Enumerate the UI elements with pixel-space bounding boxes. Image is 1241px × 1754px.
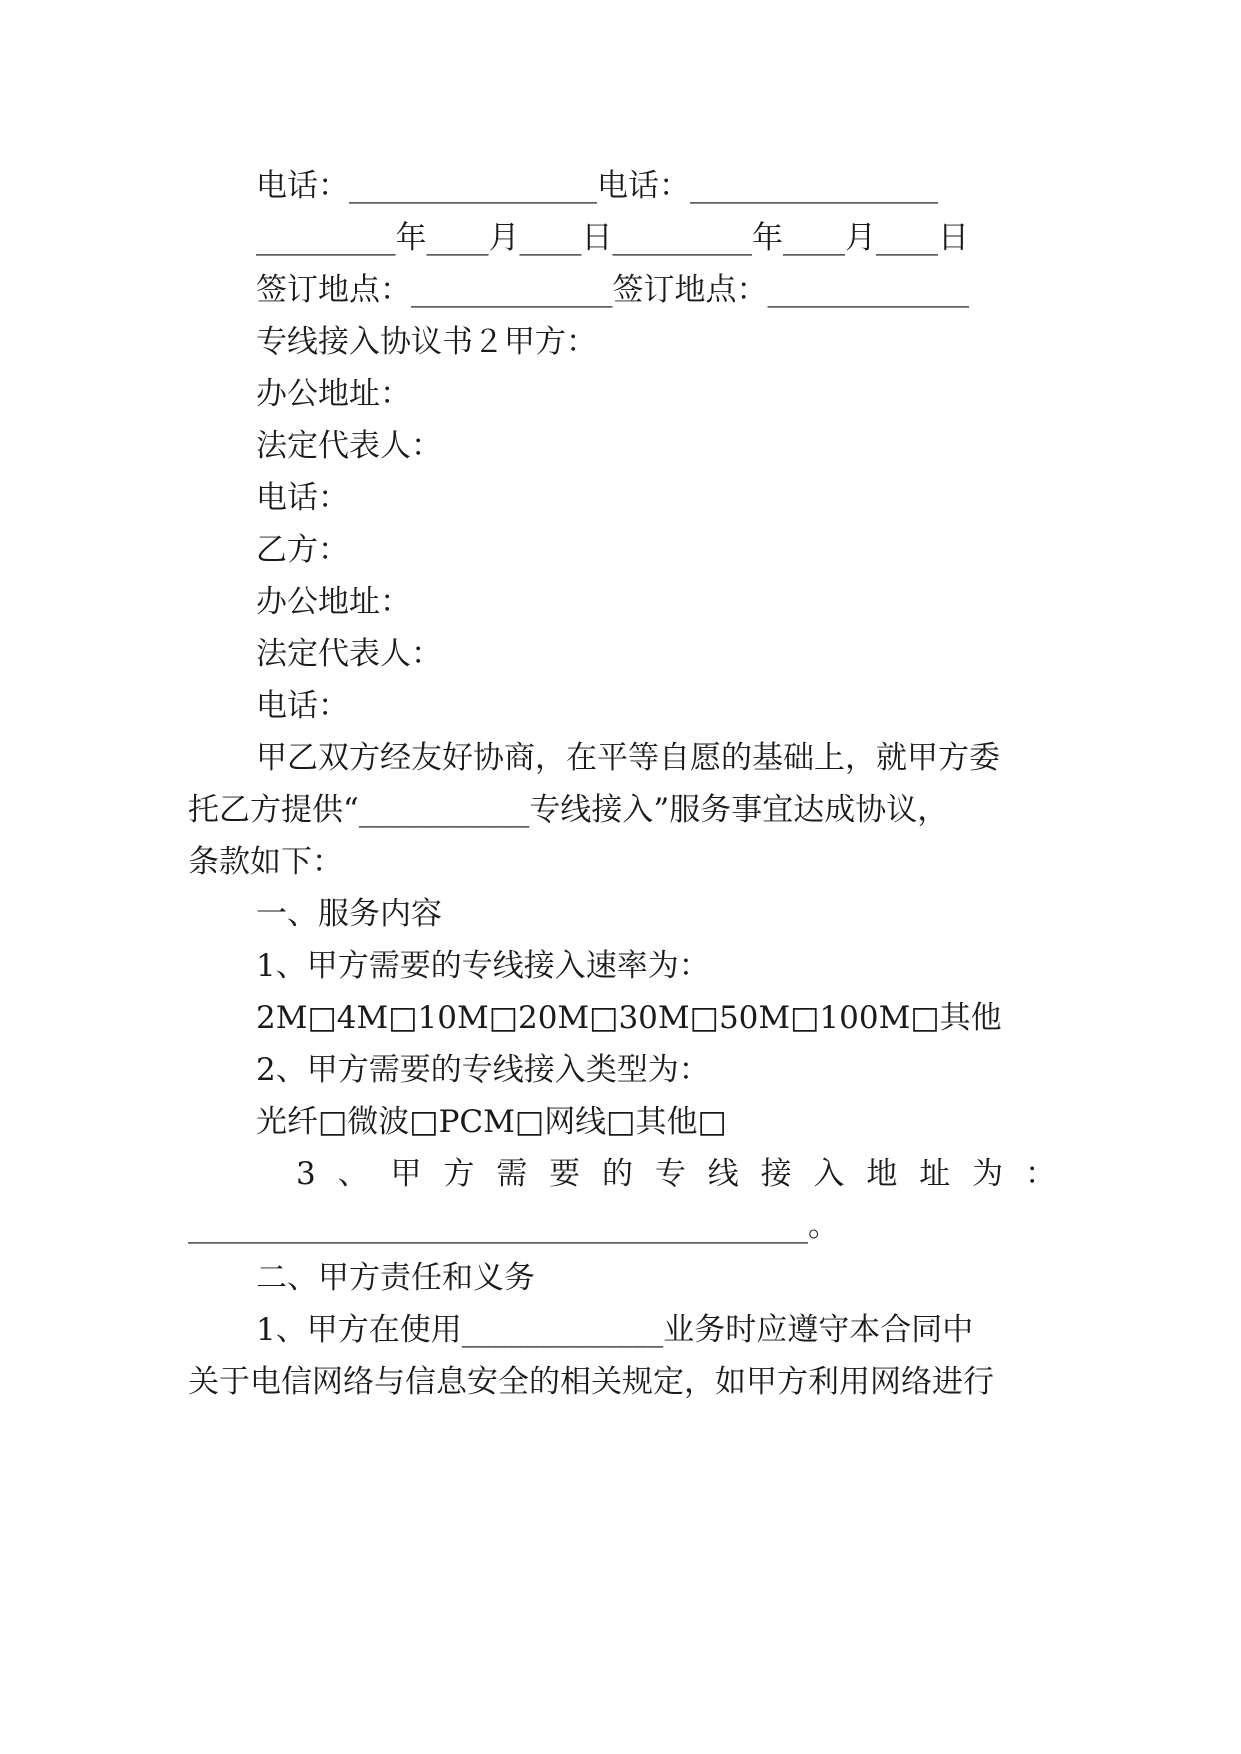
signing-date-line: _________年____月____日_________年____月____日 <box>256 220 969 256</box>
signing-place-line: 签订地点：_____________签订地点：_____________ <box>256 272 969 308</box>
access-type-options: 光纤□微波□PCM□网线□其他□ <box>256 1104 727 1140</box>
agreement-title-party-a: 专线接入协议书２甲方： <box>256 324 597 360</box>
party-a-legal-representative: 法定代表人： <box>256 428 442 464</box>
party-b-heading: 乙方： <box>256 532 349 568</box>
access-address-blank: ________________________________________。 <box>188 1208 839 1244</box>
item-3-char: 为 <box>972 1156 1004 1192</box>
item-1-access-rate: 1、甲方需要的专线接入速率为： <box>256 948 710 984</box>
section-1-heading: 一、服务内容 <box>256 896 442 932</box>
party-a-office-address: 办公地址： <box>256 376 411 412</box>
item-3-char: 入 <box>813 1156 845 1192</box>
preamble-line-3: 条款如下： <box>188 844 343 880</box>
preamble-line-1: 甲乙双方经友好协商，在平等自愿的基础上，就甲方委 <box>256 740 1000 776</box>
party-a-phone-line: 电话：________________电话：________________ <box>256 168 938 204</box>
item-3-char: 接 <box>760 1156 792 1192</box>
obligation-1-line-1: 1、甲方在使用_____________业务时应遵守本合同中 <box>256 1312 974 1348</box>
party-b-office-address: 办公地址： <box>256 584 411 620</box>
item-3-char: 的 <box>601 1156 633 1192</box>
item-3-char: 址 <box>919 1156 951 1192</box>
item-3-char: 需 <box>496 1156 528 1192</box>
item-3-access-address <box>296 1154 1056 1194</box>
item-3-char: 3 <box>296 1156 316 1192</box>
party-b-telephone: 电话： <box>256 688 349 724</box>
item-2-access-type: 2、甲方需要的专线接入类型为： <box>256 1052 710 1088</box>
item-3-char: 方 <box>443 1156 475 1192</box>
access-rate-options: 2M□4M□10M□20M□30M□50M□100M□其他 <box>256 1000 1002 1036</box>
party-b-legal-representative: 法定代表人： <box>256 636 442 672</box>
item-3-char: 线 <box>707 1156 739 1192</box>
item-3-char: 、 <box>337 1156 369 1192</box>
preamble-line-2: 托乙方提供“___________专线接入”服务事宜达成协议， <box>188 792 949 828</box>
item-3-char: 甲 <box>390 1156 422 1192</box>
section-2-heading: 二、甲方责任和义务 <box>256 1260 535 1296</box>
item-3-char: 专 <box>654 1156 686 1192</box>
obligation-1-line-2: 关于电信网络与信息安全的相关规定，如甲方利用网络进行 <box>188 1364 994 1400</box>
item-3-char: 地 <box>866 1156 898 1192</box>
item-3-char: ： <box>1024 1156 1056 1192</box>
item-3-char: 要 <box>549 1156 581 1192</box>
party-a-telephone: 电话： <box>256 480 349 516</box>
